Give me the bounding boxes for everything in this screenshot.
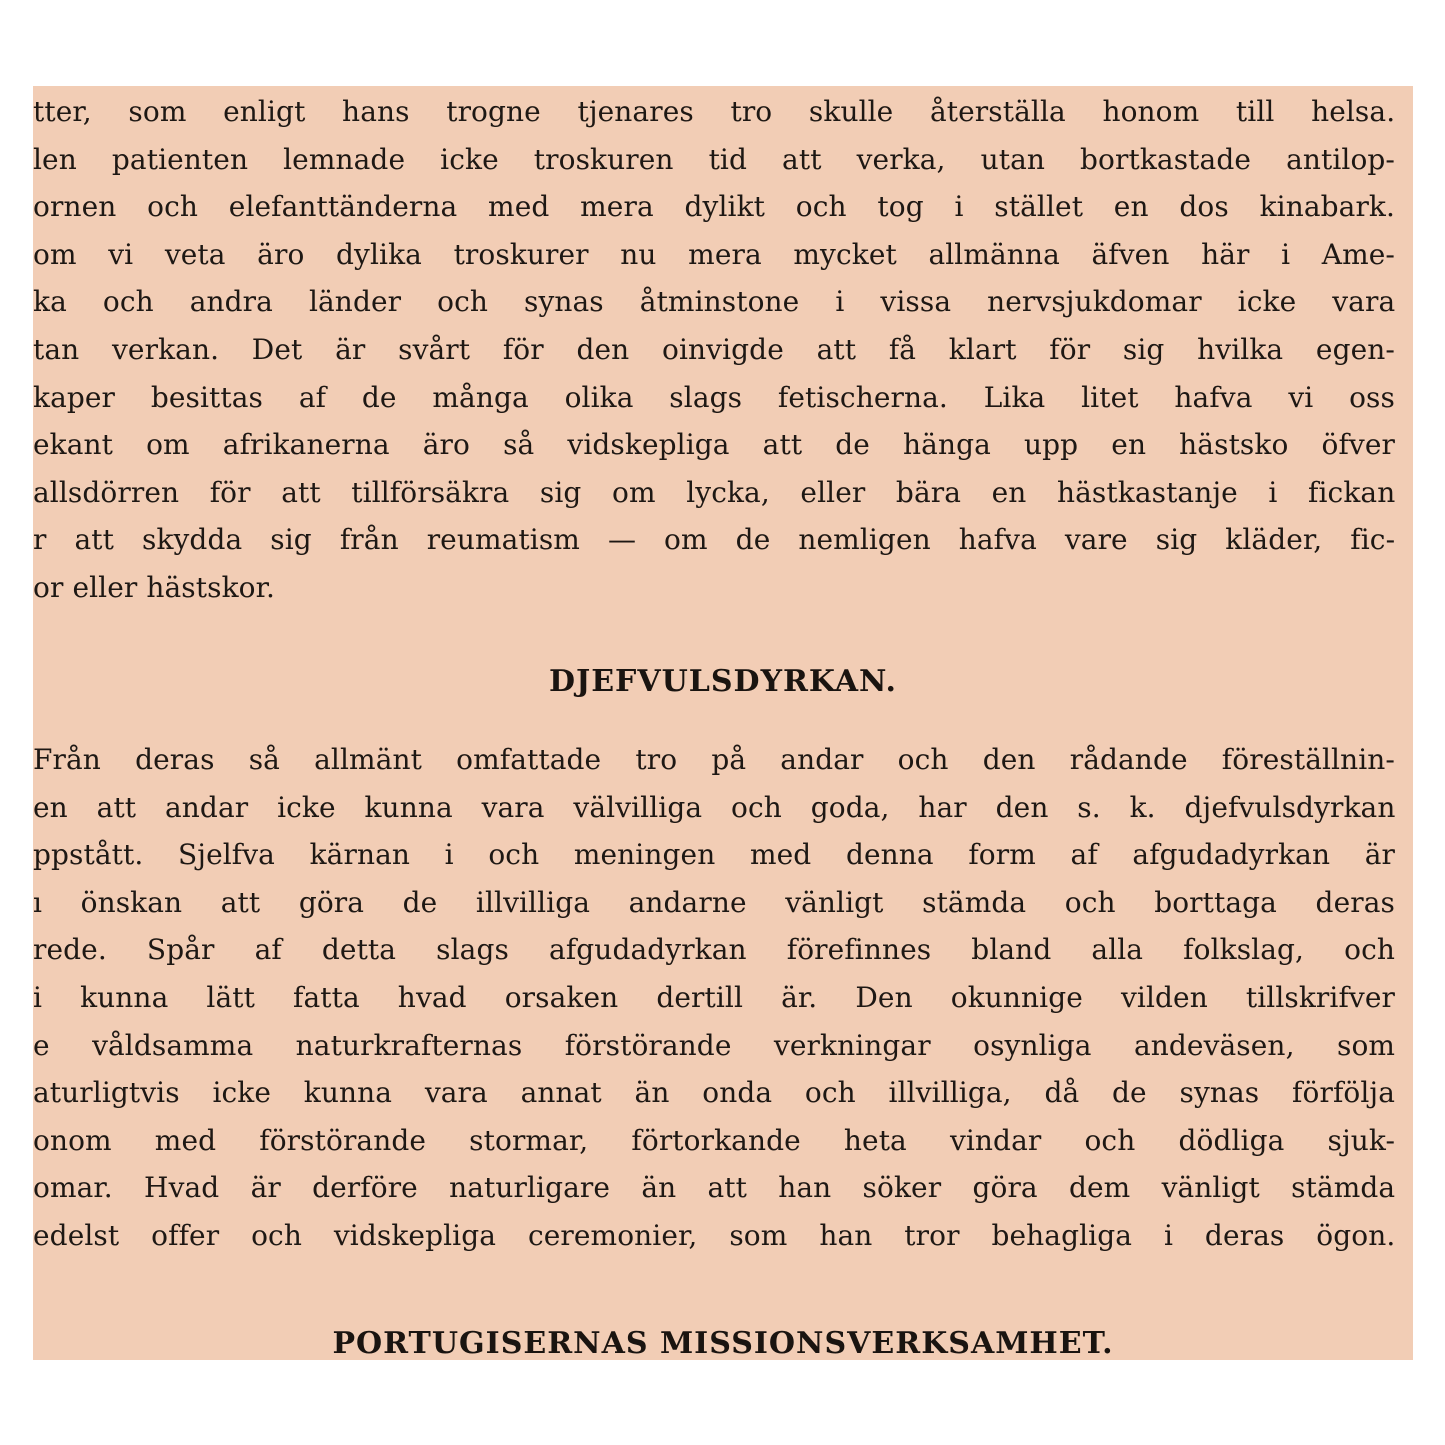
text-line: allsdörren för att tillförsäkra sig om lycka, eller bära en hästkastanje i fickan (33, 475, 1396, 509)
text-line: edelst offer och vidskepliga ceremonier, som han tror behagliga i deras ögon. (33, 1218, 1396, 1252)
text-line: onom med förstörande stormar, förtorkande heta vindar och dödliga sjuk- (33, 1123, 1396, 1157)
book-page (33, 86, 1413, 1360)
section-heading-djefvulsdyrkan: DJEFVULSDYRKAN. (548, 664, 898, 699)
text-line: ornen och elefanttänderna med mera dylikt och tog i stället en dos kinabark. (33, 190, 1395, 224)
section-heading-portugisernas: PORTUGISERNAS MISSIONSVERKSAMHET. (332, 1326, 1114, 1360)
text-line: ka och andra länder och synas åtminstone i vissa nervsjukdomar icke vara (33, 285, 1396, 319)
text-line: len patienten lemnade icke troskuren tid att verka, utan bortkastade antilop- (33, 142, 1395, 176)
text-line: rede. Spår af detta slags afgudadyrkan förefinnes bland alla folkslag, och (33, 933, 1395, 967)
text-line: om vi veta äro dylika troskurer nu mera mycket allmänna äfven här i Ame- (33, 237, 1395, 271)
paragraph-devil-worship (33, 736, 1395, 1260)
text-line: ı önskan att göra de illvilliga andarne vänligt stämda och borttaga deras (33, 885, 1395, 919)
text-line: i kunna lätt fatta hvad orsaken dertill är. Den okunnige vilden tillskrifver (33, 980, 1395, 1014)
text-line: omar. Hvad är derföre naturligare än att han söker göra dem vänligt stämda (33, 1171, 1396, 1205)
text-line: ekant om afrikanerna äro så vidskepliga att de hänga upp en hästsko öfver (33, 428, 1395, 462)
text-line: ppstått. Sjelfva kärnan i och meningen med denna form af afgudadyrkan är (33, 838, 1395, 872)
text-line: tter, som enligt hans trogne tjenares tro skulle återställa honom till helsa. (33, 95, 1396, 128)
text-line: Från deras så allmänt omfattade tro på andar och den rådande föreställnin- (33, 743, 1395, 776)
paragraph-fetish-cures (33, 88, 1395, 612)
text-line: r att skydda sig från reumatism — om de nemligen hafva vare sig kläder, fic- (33, 523, 1396, 557)
text-line: en att andar icke kunna vara välvilliga och goda, har den s. k. djefvulsdyrkan (33, 790, 1396, 824)
text-line: tan verkan. Det är svårt för den oinvigde att få klart för sig hvilka egen- (33, 332, 1395, 366)
text-line: or eller hästskor. (33, 570, 276, 604)
text-line: kaper besittas af de många olika slags fetischerna. Lika litet hafva vi oss (33, 380, 1395, 414)
text-line: aturligtvis icke kunna vara annat än onda och illvilliga, då de synas förfölja (33, 1076, 1395, 1110)
text-line: e våldsamma naturkrafternas förstörande verkningar osynliga andeväsen, som (33, 1028, 1396, 1062)
